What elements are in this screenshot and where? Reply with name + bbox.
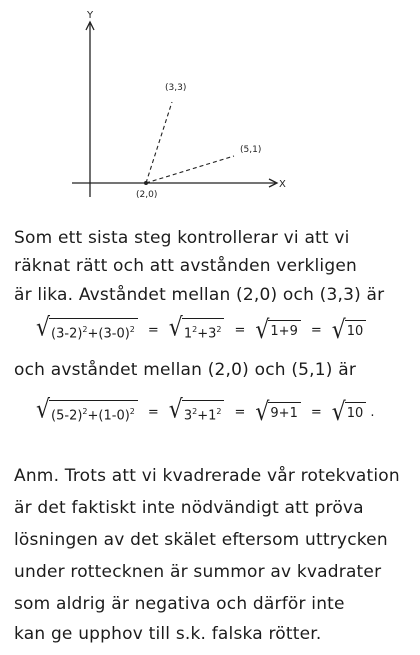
- remark-line-4: under rottecknen är summor av kvadrater: [14, 562, 382, 582]
- sqrt-expression-1b: √ $1^2+3^2$: [169, 318, 225, 343]
- sqrt-expression-1a: √ $(3-2)^2+(3-0)^2$: [36, 318, 138, 343]
- text-line-2: räknat rätt och att avstånden verkligen: [14, 256, 357, 276]
- origin-point-label: (2,0): [136, 190, 158, 200]
- coordinate-graph: [0, 0, 420, 210]
- sqrt-expression-2b: √ $3^2+1^2$: [169, 400, 225, 425]
- sqrt-expression-2d: √ 10: [332, 402, 367, 424]
- distance-formula-1: √ $(3-2)^2+(3-0)^2$ = √ $1^2+3^2$ = √ 1+9 = √ 10: [32, 318, 370, 343]
- x-axis-label: X: [279, 179, 286, 190]
- remark-line-3: lösningen av det skälet eftersom uttrycken: [14, 530, 388, 550]
- remark-line-2: är det faktiskt inte nödvändigt att pröva: [14, 498, 364, 518]
- sqrt-expression-1c: √ 1+9: [255, 320, 300, 342]
- text-line-1: Som ett sista steg kontrollerar vi att vi: [14, 228, 350, 248]
- segment-to-point-a: [146, 102, 172, 183]
- text-line-4: och avståndet mellan (2,0) och (5,1) är: [14, 360, 357, 380]
- sqrt-expression-1d: √ 10: [332, 320, 367, 342]
- point-a-label: (3,3): [165, 83, 187, 93]
- remark-line-1: Anm. Trots att vi kvadrerade vår rotekvation: [14, 466, 400, 486]
- sqrt-expression-2c: √ 9+1: [255, 402, 300, 424]
- origin-point: [144, 181, 148, 185]
- point-b-label: (5,1): [240, 145, 262, 155]
- y-axis-label: Y: [87, 10, 94, 21]
- segment-to-point-b: [146, 156, 234, 183]
- remark-line-5: som aldrig är negativa och därför inte: [14, 594, 345, 614]
- remark-line-6: kan ge upphov till s.k. falska rötter.: [14, 624, 322, 644]
- text-line-3: är lika. Avståndet mellan (2,0) och (3,3) är: [14, 285, 385, 305]
- distance-formula-2: √ $(5-2)^2+(1-0)^2$ = √ $3^2+1^2$ = √ 9+1 = √ 10 .: [36, 395, 375, 427]
- sqrt-expression-2a: √ $(5-2)^2+(1-0)^2$: [36, 400, 138, 425]
